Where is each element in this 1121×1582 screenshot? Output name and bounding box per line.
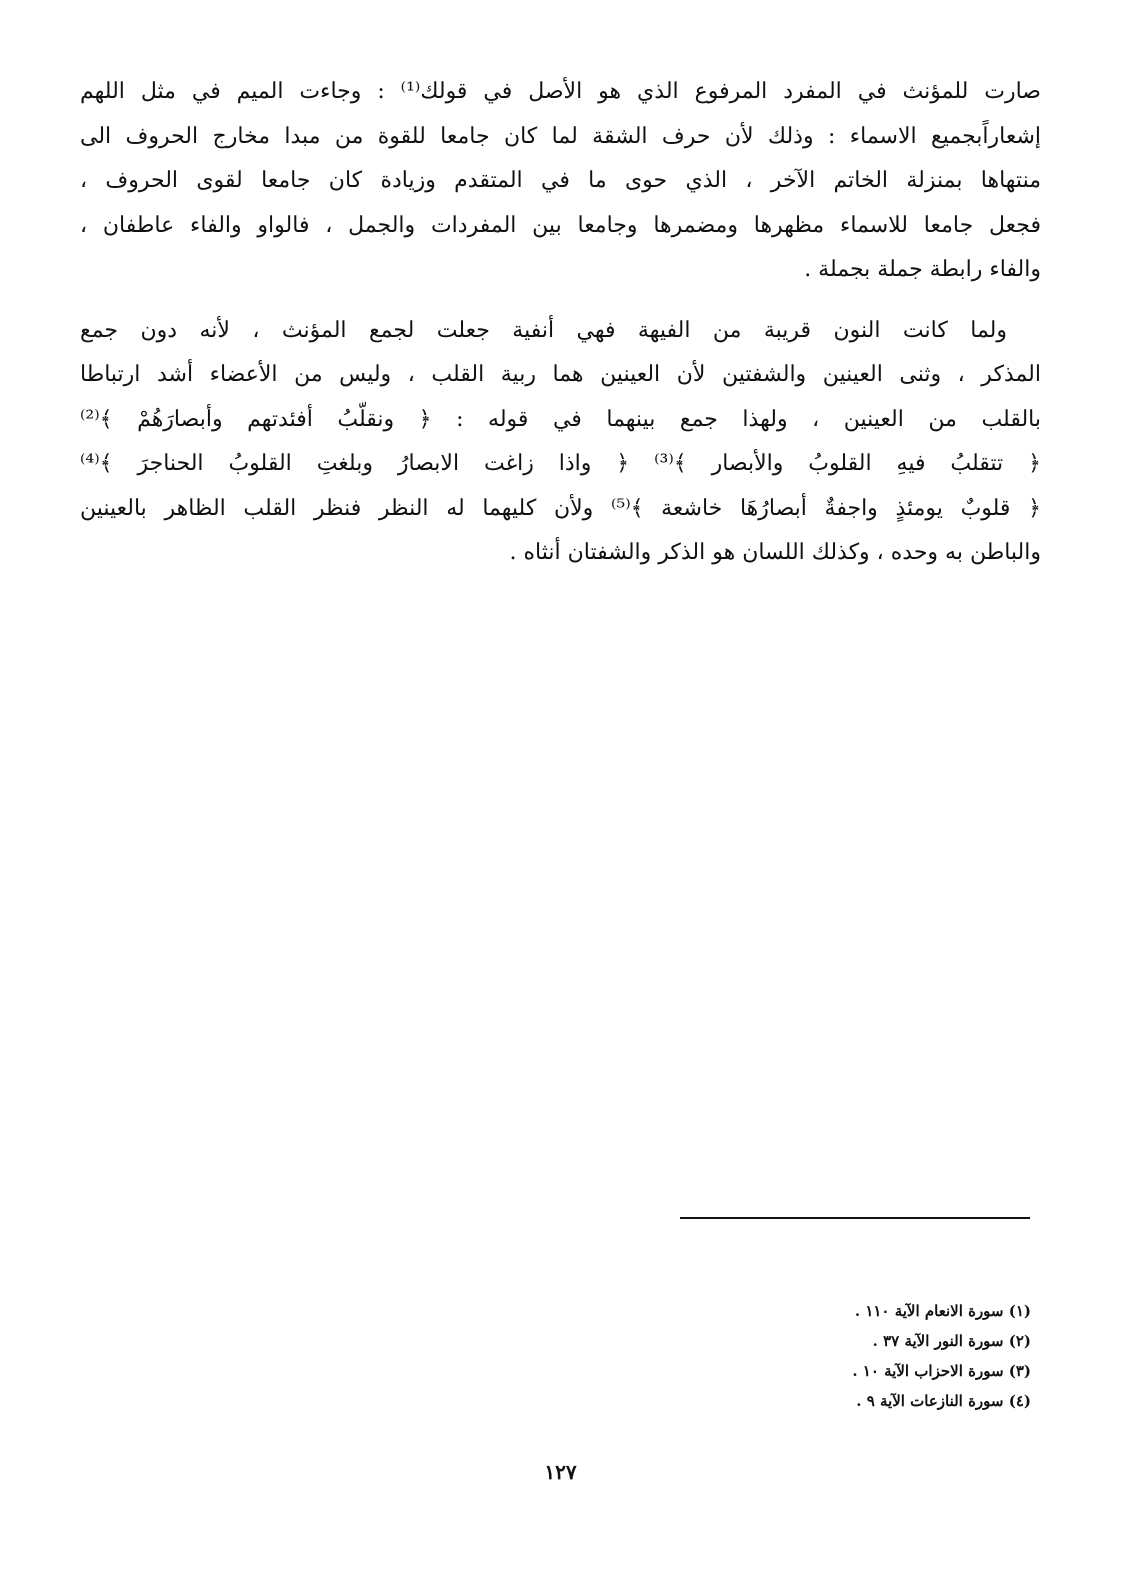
paragraph-1: [80, 70, 1041, 293]
paragraph-2-line-6: والباطن به وحده ، وكذلك اللسان هو الذكر والشفتان أنثاه .: [509, 540, 1041, 565]
paragraph-1-line-5: والفاء رابطة جملة بجملة .: [804, 257, 1041, 282]
paragraph-1-line-1: صارت للمؤنث في المفرد المرفوع الذي هو الأصل في قولك⁽¹⁾ : وجاءت الميم في مثل اللهم: [80, 79, 1041, 104]
footnote-3: (٣) سورة الاحزاب الآية ١٠ .: [852, 1362, 1031, 1380]
paragraph-1-line-4: فجعل جامعا للاسماء مظهرها ومضمرها وجامعا بين المفردات والجمل ، فالواو والفاء عاطفان ،: [80, 212, 1041, 238]
footnote-2: (٢) سورة النور الآية ٣٧ .: [872, 1332, 1031, 1350]
paragraph-1-line-3: منتهاها بمنزلة الخاتم الآخر ، الذي حوى ما في المتقدم وزيادة كان جامعا لقوى الحروف ،: [80, 168, 1041, 193]
main-text: [80, 70, 1041, 576]
paragraph-1-line-2: إشعاراًبجميع الاسماء : وذلك لأن حرف الشقة لما كان جامعا للقوة من مبدا مخارج الحروف الى: [80, 123, 1041, 149]
footnotes: [631, 1296, 1031, 1416]
footnote-4: (٤) سورة النازعات الآية ٩ .: [856, 1392, 1031, 1410]
paragraph-2-line-2: المذكر ، وثنى العينين والشفتين لأن العينين هما ربية القلب ، وليس من الأعضاء أشد ارتباطا: [80, 362, 1041, 387]
paragraph-2-line-5: ﴿ قلوبٌ يومئذٍ واجفةٌ أبصارُهَا خاشعة ﴾⁽⁵⁾ ولأن كليهما له النظر فنظر القلب الظاهر بالعينين: [80, 495, 1041, 521]
paragraph-2-line-3: بالقلب من العينين ، ولهذا جمع بينهما في قوله : ﴿ ونقلّبُ أفئدتهم وأبصارَهُمْ ﴾⁽²⁾: [80, 406, 1041, 432]
footnote-1: (١) سورة الانعام الآية ١١٠ .: [854, 1302, 1031, 1320]
paragraph-2-line-4: ﴿ تتقلبُ فيهِ القلوبُ والأبصار ﴾⁽³⁾ ﴿ واذا زاغت الابصارُ وبلغتِ القلوبُ الحناجرَ ﴾⁽⁴⁾: [80, 451, 1041, 476]
paragraph-2: [80, 309, 1041, 576]
footnote-separator: [680, 1217, 1030, 1219]
page-number: ١٢٧: [544, 1460, 577, 1484]
paragraph-2-line-1: ولما كانت النون قريبة من الفيهة فهي أنفية جعلت لجمع المؤنث ، لأنه دون جمع: [80, 317, 1007, 343]
